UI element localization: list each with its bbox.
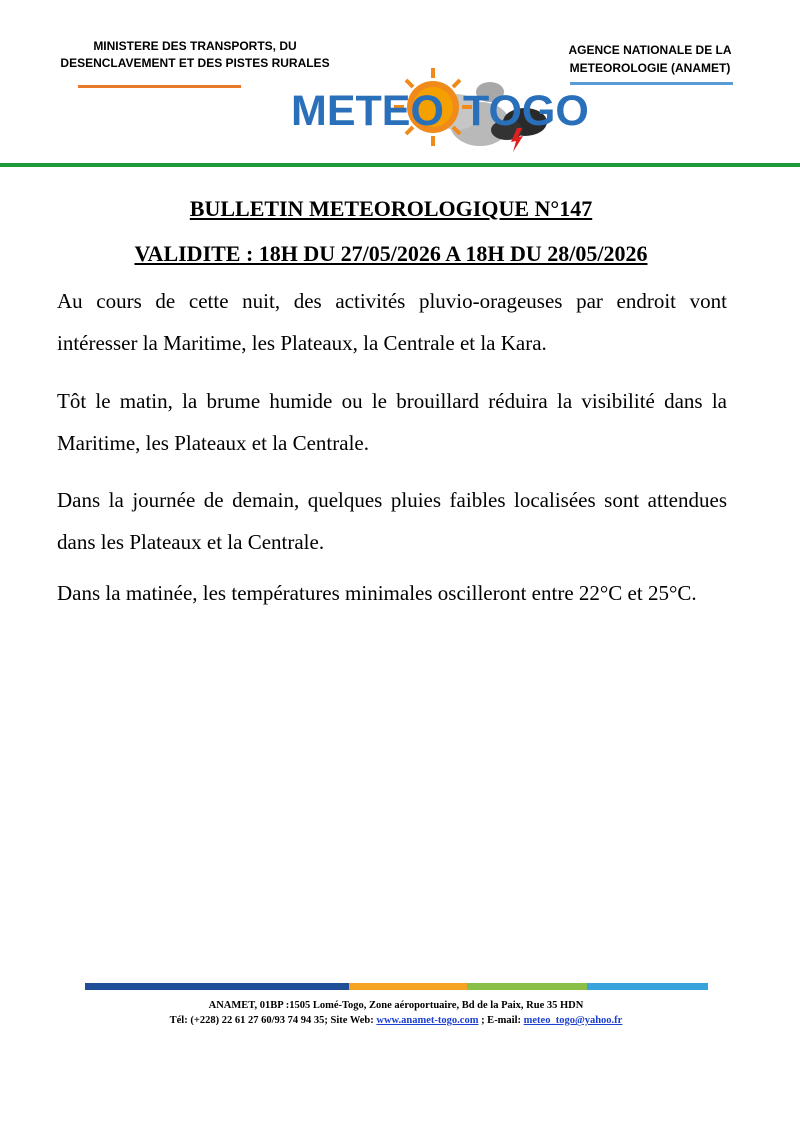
agency-name-line2: METEOROLOGIE (ANAMET): [569, 61, 731, 75]
footer-address: ANAMET, 01BP :1505 Lomé-Togo, Zone aéroportuaire, Bd de la Paix, Rue 35 HDN: [208, 1000, 584, 1011]
logo-text-togo: TOGO: [463, 87, 589, 135]
footer-bar-orange: [349, 983, 467, 990]
footer-color-bar: [85, 983, 708, 990]
ministry-name-line2: DESENCLAVEMENT ET DES PISTES RURALES: [60, 56, 330, 70]
bulletin-title: BULLETIN METEOROLOGIQUE N°147: [189, 196, 593, 221]
bulletin-validity: VALIDITE : 18H DU 27/05/2026 A 18H DU 28/05/2026: [134, 241, 648, 266]
forecast-paragraph-1: Au cours de cette nuit, des activités pluvio-orageuses par endroit vont intéresser la Maritime, les Plateaux, la Centrale et la Kara.: [57, 289, 727, 355]
forecast-paragraph-3: Dans la journée de demain, quelques pluies faibles localisées sont attendues dans les Plateaux et la Centrale.: [57, 488, 727, 554]
footer-bar-green: [467, 983, 587, 990]
footer-bar-light-blue: [587, 983, 708, 990]
footer-bar-blue: [85, 983, 349, 990]
meteo-togo-logo: [285, 62, 605, 157]
website-link[interactable]: www.anamet-togo.com: [376, 1015, 479, 1026]
footer-tel: Tél: (+228) 22 61 27 60/93 74 94 35; Site Web:: [169, 1015, 377, 1026]
ministry-underline: [78, 85, 241, 88]
ministry-name-line1: MINISTERE DES TRANSPORTS, DU: [93, 39, 297, 53]
footer-contact: [0, 1013, 796, 1028]
agency-name-line1: AGENCE NATIONALE DE LA: [568, 43, 732, 57]
logo-text-meteo: METEO: [291, 87, 444, 135]
forecast-paragraph-4: Dans la matinée, les températures minimales oscilleront entre 22°C et 25°C.: [57, 581, 697, 605]
footer-email-label: ; E-mail:: [478, 1015, 524, 1026]
email-link[interactable]: meteo_togo@yahoo.fr: [523, 1015, 623, 1026]
header-divider: [0, 163, 800, 167]
forecast-paragraph-2: Tôt le matin, la brume humide ou le brouillard réduira la visibilité dans la Maritime, les Plateaux et la Centrale.: [57, 389, 727, 455]
